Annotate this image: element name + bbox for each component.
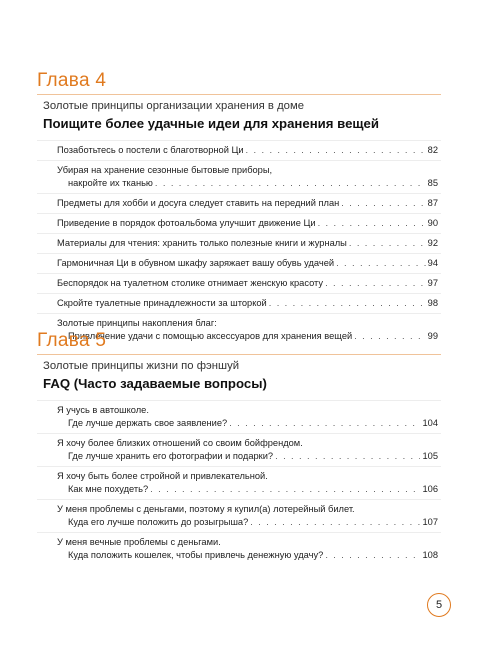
toc-entry[interactable] (37, 466, 441, 499)
toc-entry-page: 94 (427, 258, 438, 268)
toc-entry[interactable] (37, 273, 441, 293)
chapter-4 (37, 70, 441, 346)
toc-entry-page: 97 (427, 278, 438, 288)
chapter-subtitle: Золотые принципы жизни по фэншуй (43, 360, 240, 372)
toc-entry-page: 85 (427, 178, 438, 188)
toc-entry-title: Беспорядок на туалетном столике отнимает женскую красоту (57, 278, 324, 288)
chapter-title: Глава 4 (37, 70, 107, 91)
toc-entry[interactable] (37, 233, 441, 253)
toc-entry-title: Гармоничная Ци в обувном шкафу заряжает вашу обувь удачей (57, 258, 335, 268)
toc-entry[interactable] (37, 532, 441, 565)
toc-entry-title: Приведение в порядок фотоальбома улучшит движение Ци (57, 218, 316, 228)
toc-entry-page: 107 (422, 517, 438, 527)
chapter-5 (37, 330, 441, 565)
toc-entry-title: Золотые принципы накопления благ: (57, 318, 217, 328)
toc-entry-page: 106 (422, 484, 438, 494)
toc-entry-title-cont: Куда положить кошелек, чтобы привлечь денежную удачу? (68, 550, 324, 560)
toc-entry[interactable] (37, 293, 441, 313)
toc-entry[interactable] (37, 433, 441, 466)
toc-entry-page: 92 (427, 238, 438, 248)
toc-entry-title: У меня проблемы с деньгами, поэтому я купил(а) лотерейный билет. (57, 504, 355, 514)
toc-entry-title-cont: Как мне похудеть? (68, 484, 149, 494)
chapter-heading: FAQ (Часто задаваемые вопросы) (43, 376, 267, 391)
toc-entry-page: 104 (422, 418, 438, 428)
page-number: 5 (427, 593, 451, 617)
toc-entry[interactable] (37, 400, 441, 433)
toc-entry-title-cont: накройте их тканью (68, 178, 153, 188)
chapter-heading: Поищите более удачные идеи для хранения вещей (43, 116, 379, 131)
toc-entry-title: Убирая на хранение сезонные бытовые приборы, (57, 165, 273, 175)
toc-entry-title: У меня вечные проблемы с деньгами. (57, 537, 221, 547)
toc-entry-title: Я хочу более близких отношений со своим бойфрендом. (57, 438, 303, 448)
toc-entry-page: 87 (427, 198, 438, 208)
toc-entry-page: 82 (427, 145, 438, 155)
chapter-title: Глава 5 (37, 330, 107, 351)
toc-entry-page: 105 (422, 451, 438, 461)
toc-entry[interactable] (37, 160, 441, 193)
chapter-subtitle: Золотые принципы организации хранения в доме (43, 100, 304, 112)
chapter-divider (37, 354, 441, 355)
toc-entry-page: 99 (427, 331, 438, 341)
toc-entry[interactable] (37, 253, 441, 273)
toc-entry[interactable] (37, 193, 441, 213)
chapter-divider (37, 94, 441, 95)
toc-entry[interactable] (37, 140, 441, 160)
toc-entry[interactable] (37, 499, 441, 532)
toc-entry-title: Предметы для хобби и досуга следует ставить на передний план (57, 198, 340, 208)
toc-entry-title: Материалы для чтения: хранить только полезные книги и журналы (57, 238, 347, 248)
toc-list (37, 140, 441, 346)
toc-entry-page: 90 (427, 218, 438, 228)
toc-list (37, 400, 441, 565)
toc-entry-title: Я учусь в автошколе. (57, 405, 149, 415)
toc-entry-title: Скройте туалетные принадлежности за шторкой (57, 298, 267, 308)
toc-entry-page: 98 (427, 298, 438, 308)
toc-entry[interactable] (37, 213, 441, 233)
toc-entry-title: Позаботьтесь о постели с благотворной Ци (57, 145, 244, 155)
toc-entry-title: Я хочу быть более стройной и привлекательной. (57, 471, 268, 481)
toc-entry-title-cont: Где лучше хранить его фотографии и подарки? (68, 451, 274, 461)
toc-entry-title-cont: Привлечение удачи с помощью аксессуаров для хранения вещей (68, 331, 353, 341)
toc-entry-page: 108 (422, 550, 438, 560)
toc-entry-title-cont: Где лучше держать свое заявление? (68, 418, 228, 428)
toc-entry-title-cont: Куда его лучше положить до розыгрыша? (68, 517, 249, 527)
